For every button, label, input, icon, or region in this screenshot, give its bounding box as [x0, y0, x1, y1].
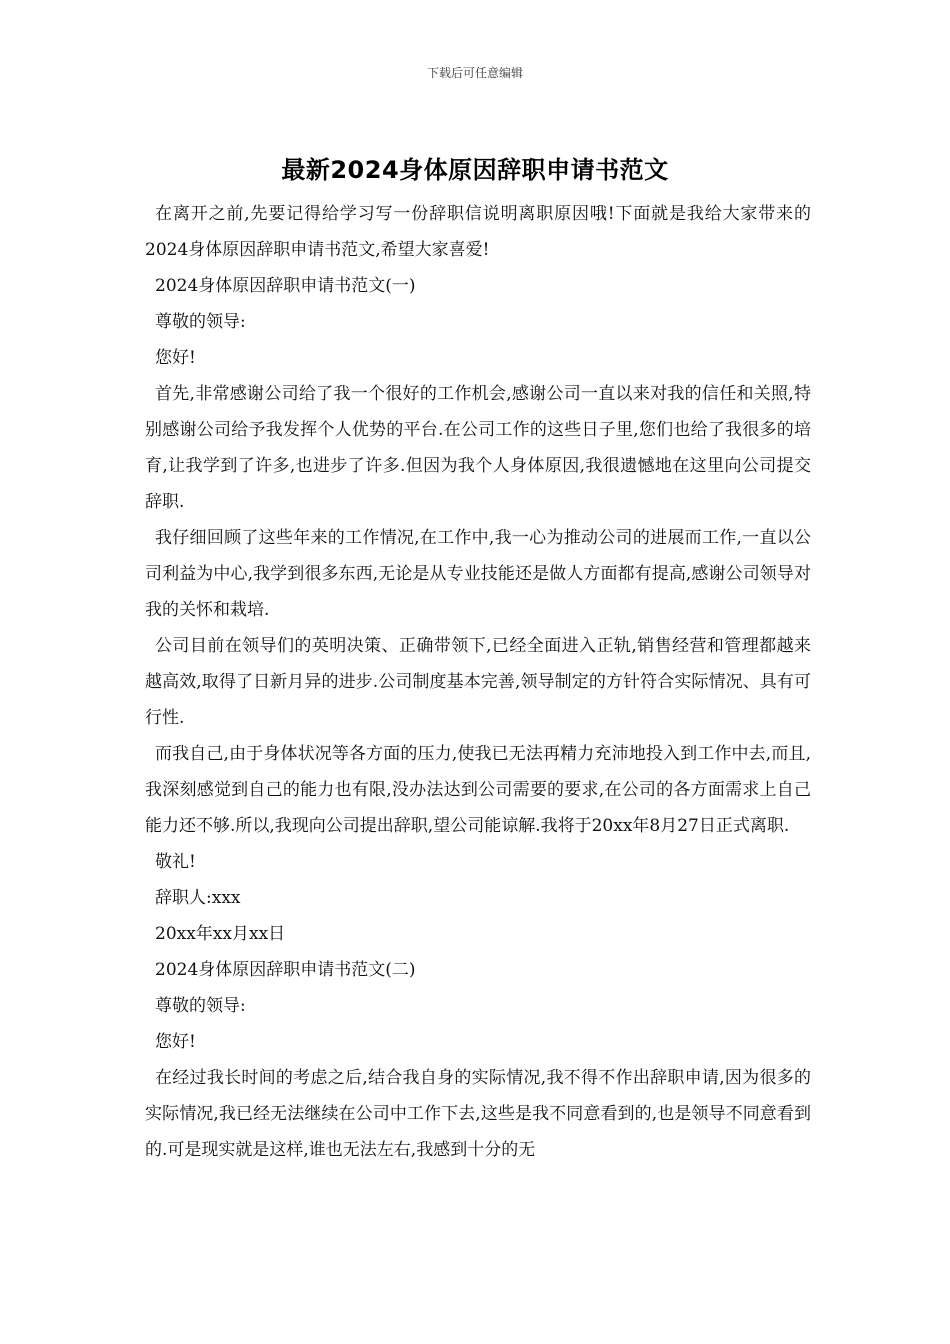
closing: 敬礼!	[155, 852, 196, 872]
salutation: 尊敬的领导:	[155, 996, 246, 1016]
section-heading-1: 2024身体原因辞职申请书范文(一)	[155, 276, 416, 296]
body-paragraph: 在经过我长时间的考虑之后,结合我自身的实际情况,我不得不作出辞职申请,因为很多的实际情况,我已经无法继续在公司中工作下去,这些是我不同意看到的,也是领导不同意看到的.可是现实就是这样,谁也无法左右,我感到十分的无	[145, 1068, 811, 1160]
body-paragraph: 首先,非常感谢公司给了我一个很好的工作机会,感谢公司一直以来对我的信任和关照,特别感谢公司给予我发挥个人优势的平台.在公司工作的这些日子里,您们也给了我很多的培育,让我学到了许多,也进步了许多.但因为我个人身体原因,我很遗憾地在这里向公司提交辞职.	[145, 384, 811, 512]
body-paragraph: 公司目前在领导们的英明决策、正确带领下,已经全面进入正轨,销售经营和管理都越来越高效,取得了日新月异的进步.公司制度基本完善,领导制定的方针符合实际情况、具有可行性.	[145, 636, 811, 728]
signature: 辞职人:xxx	[155, 888, 241, 908]
date-line: 20xx年xx月xx日	[155, 924, 286, 944]
document-title: 最新2024身体原因辞职申请书范文	[281, 156, 669, 184]
greeting: 您好!	[155, 348, 196, 368]
document-body	[145, 196, 811, 1168]
body-paragraph: 而我自己,由于身体状况等各方面的压力,使我已无法再精力充沛地投入到工作中去,而且,我深刻感觉到自己的能力也有限,没办法达到公司需要的要求,在公司的各方面需求上自己能力还不够.所以,我现向公司提出辞职,望公司能谅解.我将于20xx年8月27日正式离职.	[145, 744, 811, 836]
greeting: 您好!	[155, 1032, 196, 1052]
section-heading-2: 2024身体原因辞职申请书范文(二)	[155, 960, 416, 980]
salutation: 尊敬的领导:	[155, 312, 246, 332]
intro-paragraph: 在离开之前,先要记得给学习写一份辞职信说明离职原因哦!下面就是我给大家带来的2024身体原因辞职申请书范文,希望大家喜爱!	[145, 204, 811, 260]
header-note: 下载后可任意编辑	[426, 66, 523, 80]
body-paragraph: 我仔细回顾了这些年来的工作情况,在工作中,我一心为推动公司的进展而工作,一直以公司利益为中心,我学到很多东西,无论是从专业技能还是做人方面都有提高,感谢公司领导对我的关怀和栽培.	[145, 528, 811, 620]
